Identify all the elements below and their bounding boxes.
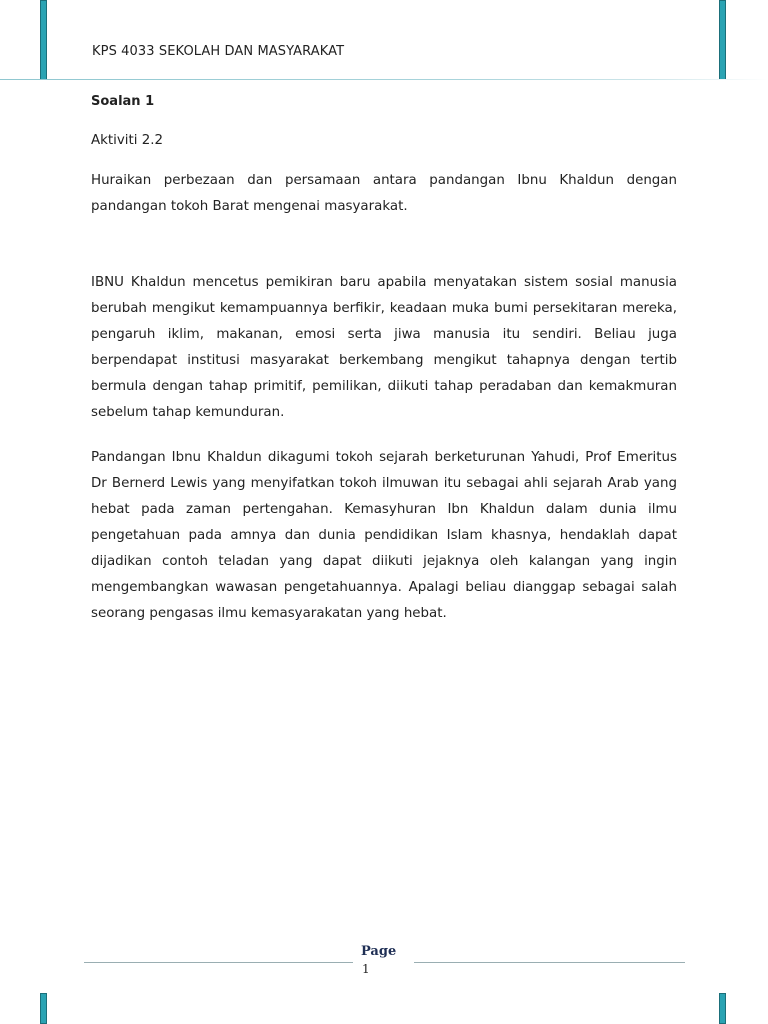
bottom-left-accent-bar (40, 993, 47, 1024)
header-divider (0, 79, 768, 80)
activity-label: Aktiviti 2.2 (91, 133, 164, 148)
page-number: 1 (362, 962, 370, 976)
page-label: Page (361, 944, 397, 959)
question-heading: Soalan 1 (91, 94, 155, 109)
top-left-accent-bar (40, 0, 47, 80)
paragraph-2: Pandangan Ibnu Khaldun dikagumi tokoh sejarah berketurunan Yahudi, Prof Emeritus Dr Bernerd Lewis yang menyifatkan tokoh ilmuwan itu sebagai ahli sejarah Arab yang hebat pada zaman pertengahan. Kemasyhuran Ibn Khaldun dalam dunia ilmu pengetahuan pada amnya dan dunia pendidikan Islam khasnya, hendaklah dapat dijadikan contoh teladan yang dapat diikuti jejaknya oleh kalangan yang ingin mengembangkan wawasan pengetahuannya. Apalagi beliau dianggap sebagai salah seorang pengasas ilmu kemasyarakatan yang hebat. (91, 450, 677, 621)
header-course-title: KPS 4033 SEKOLAH DAN MASYARAKAT (92, 44, 345, 59)
footer-divider-left (84, 962, 353, 963)
paragraph-1: IBNU Khaldun mencetus pemikiran baru apabila menyatakan sistem sosial manusia berubah mengikut kemampuannya berfikir, keadaan muka bumi persekitaran mereka, pengaruh iklim, makanan, emosi serta jiwa manusia itu sendiri. Beliau juga berpendapat institusi masyarakat berkembang mengikut tahapnya dengan tertib bermula dengan tahap primitif, pemilikan, diikuti tahap peradaban dan kemakmuran sebelum tahap kemunduran. (91, 275, 677, 420)
footer-divider-right (414, 962, 685, 963)
document-body (91, 92, 677, 627)
question-text: Huraikan perbezaan dan persamaan antara pandangan Ibnu Khaldun dengan pandangan tokoh Barat mengenai masyarakat. (91, 173, 677, 214)
bottom-right-accent-bar (719, 993, 726, 1024)
top-right-accent-bar (719, 0, 726, 80)
